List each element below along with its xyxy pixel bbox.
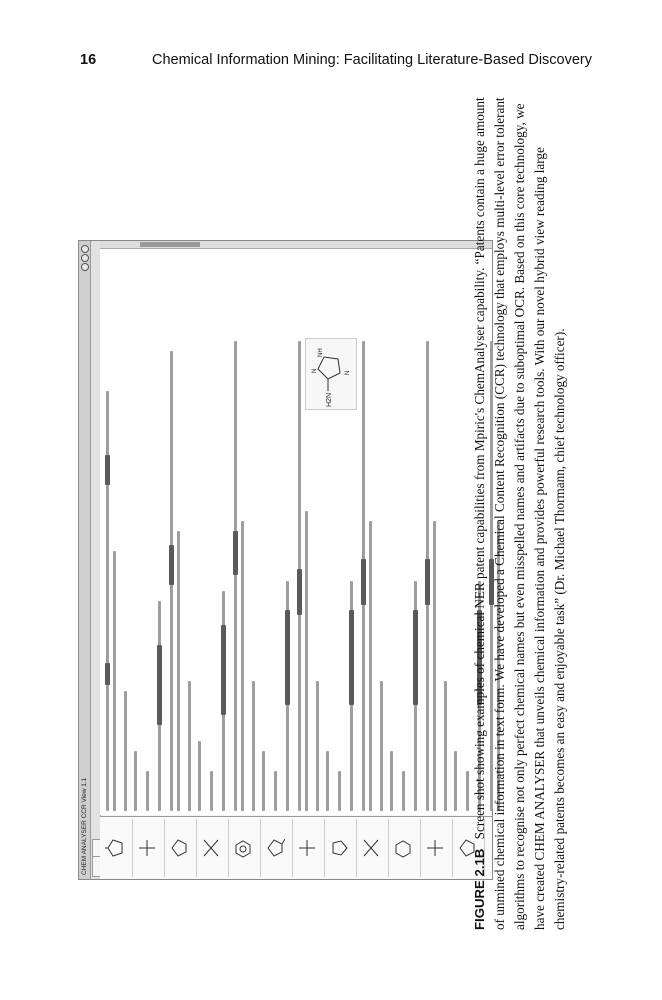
list-item[interactable] bbox=[358, 819, 389, 877]
list-item[interactable] bbox=[326, 819, 357, 877]
molecule-icon bbox=[393, 837, 413, 859]
molecule-icon bbox=[425, 837, 445, 859]
running-head bbox=[68, 44, 598, 74]
structure-label: NH bbox=[318, 348, 324, 357]
text-pane[interactable] bbox=[100, 249, 492, 815]
molecule-icon bbox=[329, 837, 349, 859]
text-line bbox=[305, 511, 308, 811]
text-line bbox=[134, 751, 137, 811]
imidazole-structure-icon bbox=[306, 339, 356, 409]
list-item[interactable] bbox=[102, 819, 133, 877]
text-line bbox=[444, 681, 447, 811]
page-number: 16 bbox=[80, 52, 97, 68]
highlighted-entity[interactable] bbox=[169, 545, 174, 585]
molecule-icon bbox=[169, 837, 189, 859]
figure-label: FIGURE 2.1B bbox=[472, 848, 487, 930]
list-item[interactable] bbox=[390, 819, 421, 877]
text-line bbox=[146, 771, 149, 811]
list-item[interactable] bbox=[230, 819, 261, 877]
text-line bbox=[241, 521, 244, 811]
text-line bbox=[369, 521, 372, 811]
text-line bbox=[113, 551, 116, 811]
text-line bbox=[316, 681, 319, 811]
list-item[interactable] bbox=[294, 819, 325, 877]
structure-list bbox=[100, 816, 492, 879]
text-line bbox=[252, 681, 255, 811]
text-line bbox=[380, 681, 383, 811]
list-item[interactable] bbox=[198, 819, 229, 877]
molecule-icon bbox=[297, 837, 317, 859]
structure-popup bbox=[305, 338, 357, 410]
list-item[interactable] bbox=[422, 819, 453, 877]
text-line bbox=[274, 771, 277, 811]
highlighted-entity[interactable] bbox=[413, 610, 418, 705]
text-line bbox=[188, 681, 191, 811]
structure-label: N bbox=[345, 370, 351, 375]
highlighted-entity[interactable] bbox=[425, 559, 430, 605]
highlighted-entity[interactable] bbox=[285, 610, 290, 705]
minimize-icon[interactable] bbox=[81, 263, 89, 271]
highlighted-entity[interactable] bbox=[297, 569, 302, 615]
highlighted-entity[interactable] bbox=[221, 625, 226, 715]
molecule-icon bbox=[361, 837, 381, 859]
text-line bbox=[433, 521, 436, 811]
highlighted-entity[interactable] bbox=[105, 455, 110, 485]
list-item[interactable] bbox=[166, 819, 197, 877]
text-line bbox=[326, 751, 329, 811]
text-line bbox=[338, 771, 341, 811]
book-title: Chemical Information Mining: Facilitating Literature-Based Discovery bbox=[152, 52, 593, 68]
highlighted-entity[interactable] bbox=[105, 663, 110, 685]
molecule-icon bbox=[265, 837, 285, 859]
app-window bbox=[78, 240, 493, 880]
highlighted-entity[interactable] bbox=[361, 559, 366, 605]
vertical-scrollbar[interactable] bbox=[100, 241, 492, 249]
text-line bbox=[454, 751, 457, 811]
figure-screenshot bbox=[78, 240, 493, 880]
list-item[interactable] bbox=[262, 819, 293, 877]
highlighted-entity[interactable] bbox=[157, 645, 162, 725]
molecule-icon bbox=[137, 837, 157, 859]
text-line bbox=[124, 691, 127, 811]
caption-text: Screen shot showing examples of chemical NER patent capabilities from Mpiric's ChemAnalyser capability. “Patents contain a huge amount of unmined chemical information in text form. We have developed a Chemical Content Recognition (CCR) technology that employs multi-level error tolerant algorithms to recognise not only perfect chemical names but even misspelled names and artifacts due to suboptimal OCR. Based on this core technology, we have created CHEM ANALYSER that unveils chemical information and provides powerful research tools. With our novel hybrid view reading large chemistry-related patents becomes an easy and enjoyable task” (Dr. Michael Thormann, chief technology officer). bbox=[472, 97, 567, 930]
text-line bbox=[210, 771, 213, 811]
text-line bbox=[466, 771, 469, 811]
maximize-icon[interactable] bbox=[81, 254, 89, 262]
molecule-icon bbox=[105, 837, 125, 859]
window-title: CHEM ANALYSER CCR View 1.1 bbox=[81, 777, 88, 875]
molecule-icon bbox=[233, 837, 253, 859]
highlighted-entity[interactable] bbox=[349, 610, 354, 705]
scrollbar-thumb[interactable] bbox=[140, 242, 200, 247]
text-line bbox=[262, 751, 265, 811]
text-line bbox=[177, 531, 180, 811]
text-line bbox=[198, 741, 201, 811]
window-titlebar bbox=[79, 241, 91, 879]
text-line bbox=[106, 391, 109, 811]
figure-caption bbox=[470, 90, 600, 930]
text-line bbox=[390, 751, 393, 811]
close-icon[interactable] bbox=[81, 245, 89, 253]
structure-label: N bbox=[312, 368, 318, 373]
text-line bbox=[234, 341, 237, 811]
highlighted-entity[interactable] bbox=[233, 531, 238, 575]
text-line bbox=[402, 771, 405, 811]
list-item[interactable] bbox=[134, 819, 165, 877]
molecule-icon bbox=[201, 837, 221, 859]
structure-label: H2N bbox=[326, 392, 333, 407]
